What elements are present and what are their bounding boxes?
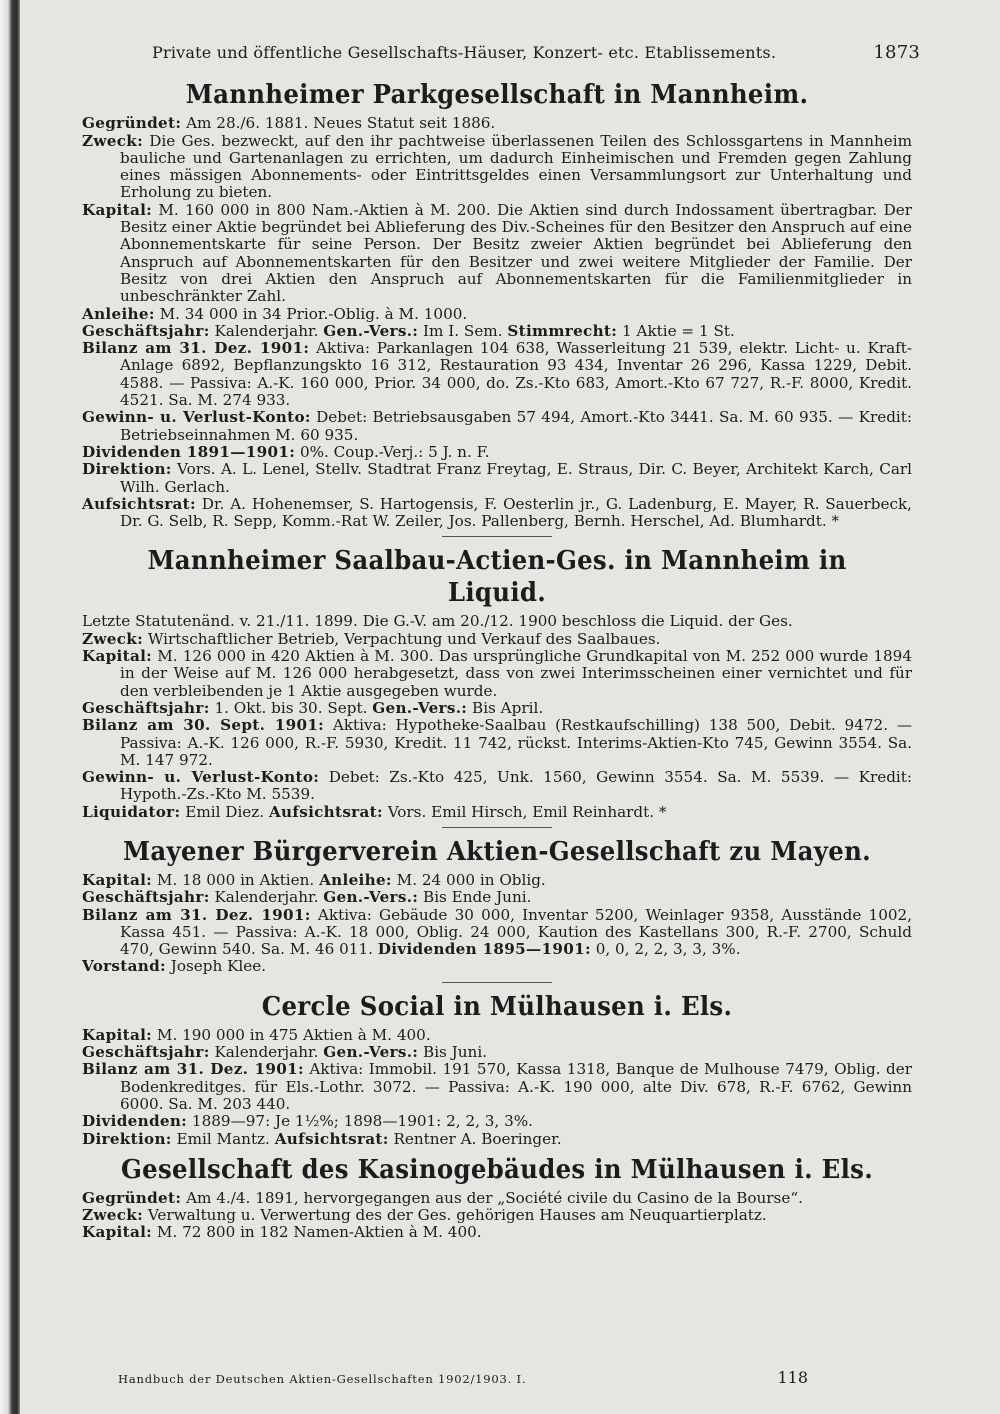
field-label: Zweck:	[82, 629, 144, 648]
field-label: Gewinn- u. Verlust-Konto:	[82, 408, 311, 427]
book-gutter-edge	[0, 0, 20, 1414]
field-label: Geschäftsjahr:	[82, 888, 210, 907]
entry-paragraph	[82, 700, 912, 717]
field-text: Dr. A. Hohenemser, S. Hartogensis, F. Oesterlin jr., G. Ladenburg, E. Mayer, R. Sauerbeck, Dr. G. Selb, R. Sepp, Komm.-Rat W. Zeiler, Jos. Pallenberg, Bernh. Herschel, Ad. Blumhardt. *	[120, 494, 912, 531]
field-label: Kapital:	[82, 1223, 153, 1242]
field-label: Vorstand:	[82, 957, 166, 976]
field-label: Dividenden 1891—1901:	[82, 442, 296, 461]
field-label: Aufsichtsrat:	[82, 494, 196, 513]
field-text: Aktiva: Hypotheke-Saalbau (Restkaufschilling) 138 500, Debit. 9472. — Passiva: A.-K. 126 000, R.-F. 5930, Kredit. 11 742, rückst. Interims-Aktien-Kto 745, Gewinn 3554. Sa. M. 147 972.	[120, 716, 913, 769]
field-text: Bis Ende Juni.	[423, 888, 532, 907]
field-label: Direktion:	[82, 1129, 172, 1148]
field-label: Direktion:	[82, 460, 172, 479]
field-label: Geschäftsjahr:	[82, 1043, 210, 1062]
entry-title: Mannheimer Saalbau-Actien-Ges. in Mannheim in Liquid.	[147, 546, 847, 609]
field-text: Die Ges. bezweckt, auf den ihr pachtweise überlassenen Teilen des Schlossgartens in Mannheim bauliche und Gartenanlagen zu errichten, um dadurch Einheimischen und Fremden gegen Zahlung eines mässigen Abonnements- oder Eintrittsgeldes einen Versammlungsort zur Unterhaltung und Erholung zu bieten.	[120, 131, 913, 202]
field-label: Gen.-Vers.:	[323, 321, 419, 340]
entry-paragraph	[82, 340, 912, 409]
field-label: Gen.-Vers.:	[323, 1043, 419, 1062]
running-title: Private und öffentliche Gesellschafts-Häuser, Konzert- etc. Etablissements.	[152, 43, 777, 62]
field-label: Gewinn- u. Verlust-Konto:	[82, 768, 320, 787]
entry-mayener-buergerverein	[82, 836, 912, 976]
field-label: Kapital:	[82, 1025, 153, 1044]
entry-paragraph	[82, 613, 912, 630]
entry-paragraph	[82, 496, 912, 531]
field-text: M. 18 000 in Aktien.	[156, 870, 315, 889]
field-text: Am 4./4. 1891, hervorgegangen aus der „Société civile du Casino de la Bourse“.	[186, 1188, 803, 1207]
entry-cercle-social	[82, 991, 912, 1148]
field-text: Kalenderjahr.	[214, 1043, 319, 1062]
entry-paragraph	[82, 1044, 912, 1061]
field-label: Stimmrecht:	[507, 321, 618, 340]
field-label: Gen.-Vers.:	[323, 888, 419, 907]
page-body	[82, 40, 920, 1242]
field-text: M. 72 800 in 182 Namen-Aktien à M. 400.	[156, 1223, 482, 1242]
field-text: Bis April.	[472, 698, 544, 717]
entry-paragraph	[82, 631, 912, 648]
field-label: Kapital:	[82, 647, 153, 666]
entry-paragraph	[82, 133, 912, 202]
field-label: Bilanz am 30. Sept. 1901:	[82, 716, 325, 735]
page-number: 1873	[873, 42, 920, 63]
field-label: Aufsichtsrat:	[268, 802, 383, 821]
field-text: Aktiva: Gebäude 30 000, Inventar 5200, Weinlager 9358, Ausstände 1002, Kassa 451. — Passiva: A.-K. 18 000, Oblig. 24 000, Kaution des Kastellans 300, R.-F. 2700, Schuld 470, Gewinn 540. Sa. M. 46 011.	[120, 905, 913, 959]
field-label: Geschäftsjahr:	[82, 321, 210, 340]
field-label: Bilanz am 31. Dez. 1901:	[82, 1060, 304, 1079]
field-text: 1889—97: Je 1½%; 1898—1901: 2, 2, 3, 3%.	[191, 1112, 534, 1131]
entry-title: Mannheimer Parkgesellschaft in Mannheim.	[185, 80, 809, 111]
section-divider	[442, 536, 552, 537]
field-label: Geschäftsjahr:	[82, 698, 210, 717]
page-footer	[118, 1368, 808, 1387]
field-text: 1. Okt. bis 30. Sept.	[214, 698, 368, 717]
entry-paragraph	[82, 1027, 912, 1044]
field-label: Zweck:	[82, 1206, 144, 1225]
entry-paragraph	[82, 1061, 912, 1113]
entry-paragraph	[82, 409, 912, 444]
field-text: Vors. Emil Hirsch, Emil Reinhardt. *	[387, 802, 667, 821]
field-text: M. 34 000 in 34 Prior.-Oblig. à M. 1000.	[159, 304, 468, 323]
entry-paragraph	[82, 306, 912, 323]
field-text: Kalenderjahr.	[214, 321, 319, 340]
field-text: M. 24 000 in Oblig.	[396, 870, 546, 889]
field-label: Dividenden:	[82, 1112, 188, 1131]
field-label: Liquidator:	[82, 802, 181, 821]
field-label: Aufsichtsrat:	[274, 1129, 389, 1148]
field-text: M. 126 000 in 420 Aktien à M. 300. Das ursprüngliche Grundkapital von M. 252 000 wurde 1894 in der Weise auf M. 126 000 herabgesetzt, dass von zwei Interimsscheinen einer vernichtet und für den verbleibenden je 1 Aktie ausgegeben wurde.	[120, 647, 912, 700]
entry-title: Mayener Bürgerverein Aktien-Gesellschaft zu Mayen.	[123, 836, 871, 867]
field-text: Bis Juni.	[423, 1043, 488, 1062]
entry-mannheimer-saalbau	[82, 545, 912, 821]
field-text: Am 28./6. 1881. Neues Statut seit 1886.	[186, 114, 496, 133]
field-text: Aktiva: Parkanlagen 104 638, Wasserleitung 21 539, elektr. Licht- u. Kraft-Anlage 6892, Bepflanzungskto 16 312, Restauration 93 434, Inventar 26 296, Kassa 1229, Debit. 4588. — Passiva: A.-K. 160 000, Prior. 34 000, do. Zs.-Kto 683, Amort.-Kto 67 727, R.-F. 8000, Kredit. 4521. Sa. M. 274 933.	[120, 339, 912, 410]
entry-paragraph	[82, 202, 912, 306]
entry-paragraph	[82, 804, 912, 821]
entry-paragraph	[82, 717, 912, 769]
entry-paragraph	[82, 769, 912, 804]
field-label: Gegründet:	[82, 1188, 182, 1207]
entry-paragraph	[82, 1131, 912, 1148]
section-divider	[442, 982, 552, 983]
field-label: Zweck:	[82, 131, 144, 150]
entry-paragraph	[82, 889, 912, 906]
field-text: Debet: Zs.-Kto 425, Unk. 1560, Gewinn 3554. Sa. M. 5539. — Kredit: Hypoth.-Zs.-Kto M. 5539.	[120, 768, 912, 804]
entry-paragraph	[82, 958, 912, 975]
field-text: Rentner A. Boeringer.	[393, 1129, 562, 1148]
field-text: Verwaltung u. Verwertung des der Ges. gehörigen Hauses am Neuquartierplatz.	[147, 1206, 767, 1225]
field-label: Bilanz am 31. Dez. 1901:	[82, 905, 311, 924]
field-label: Gen.-Vers.:	[372, 698, 468, 717]
entry-paragraph	[82, 648, 912, 700]
field-text: Wirtschaftlicher Betrieb, Verpachtung und Verkauf des Saalbaues.	[147, 629, 661, 648]
entry-paragraph	[82, 872, 912, 889]
field-label: Kapital:	[82, 870, 153, 889]
field-label: Gegründet:	[82, 114, 182, 133]
field-text: Im I. Sem.	[423, 321, 503, 340]
field-text: Aktiva: Immobil. 191 570, Kassa 1318, Banque de Mulhouse 7479, Oblig. der Bodenkreditges. für Els.-Lothr. 3072. — Passiva: A.-K. 190 000, alte Div. 678, R.-F. 6762, Gewinn 6000. Sa. M. 203 440.	[120, 1060, 912, 1113]
field-text: M. 190 000 in 475 Aktien à M. 400.	[156, 1025, 431, 1044]
field-text: Letzte Statutenänd. v. 21./11. 1899. Die G.-V. am 20./12. 1900 beschloss die Liquid. der Ges.	[82, 612, 793, 631]
field-text: Vors. A. L. Lenel, Stellv. Stadtrat Franz Freytag, E. Straus, Dir. C. Beyer, Architekt Karch, Carl Wilh. Gerlach.	[120, 460, 912, 496]
field-text: Emil Mantz.	[176, 1129, 270, 1148]
footer-book-title: Handbuch der Deutschen Aktien-Gesellschaften 1902/1903. I.	[118, 1372, 527, 1386]
entry-paragraph	[82, 444, 912, 461]
entry-mannheimer-parkgesellschaft	[82, 79, 912, 530]
field-text: M. 160 000 in 800 Nam.-Aktien à M. 200. Die Aktien sind durch Indossament übertragbar. Der Besitz einer Aktie begründet bei Ablieferung des Div.-Scheines für den Besitzer den Anspruch auf eine Abonnementskarte für seine Person. Der Besitz zweier Aktien begründet bei Ablieferung den Anspruch auf Abonnementskarten für den Besitzer und zwei weitere Mitglieder der Familie. Der Besitz von drei Aktien den Anspruch auf Abonnementskarten für die Familienmitglieder in unbeschränkter Zahl.	[120, 200, 912, 306]
entry-paragraph	[82, 1190, 912, 1207]
footer-signature: 118	[777, 1368, 808, 1387]
field-label: Anleihe:	[82, 304, 155, 323]
entry-paragraph	[82, 323, 912, 340]
field-text: Joseph Klee.	[170, 957, 267, 976]
entry-paragraph	[82, 461, 912, 496]
entry-title: Cercle Social in Mülhausen i. Els.	[261, 991, 733, 1022]
entry-kasinogebaeude	[82, 1154, 912, 1242]
field-label: Kapital:	[82, 200, 153, 219]
running-head	[152, 42, 920, 63]
field-label: Bilanz am 31. Dez. 1901:	[82, 339, 310, 358]
field-label: Dividenden 1895—1901:	[377, 940, 591, 959]
entry-title: Gesellschaft des Kasinogebäudes in Mülhausen i. Els.	[121, 1154, 873, 1185]
entry-paragraph	[82, 1113, 912, 1130]
field-label: Anleihe:	[319, 870, 392, 889]
entry-paragraph	[82, 115, 912, 132]
section-divider	[442, 827, 552, 828]
field-text: 0, 0, 2, 2, 3, 3, 3%.	[595, 940, 741, 959]
entry-paragraph	[82, 907, 912, 959]
field-text: Emil Diez.	[185, 802, 265, 821]
field-text: 1 Aktie = 1 St.	[621, 321, 735, 340]
field-text: Debet: Betriebsausgaben 57 494, Amort.-Kto 3441. Sa. M. 60 935. — Kredit: Betriebseinnahmen M. 60 935.	[120, 408, 912, 444]
entry-paragraph	[82, 1224, 912, 1241]
field-text: 0%. Coup.-Verj.: 5 J. n. F.	[299, 442, 490, 461]
field-text: Kalenderjahr.	[214, 888, 319, 907]
entry-paragraph	[82, 1207, 912, 1224]
